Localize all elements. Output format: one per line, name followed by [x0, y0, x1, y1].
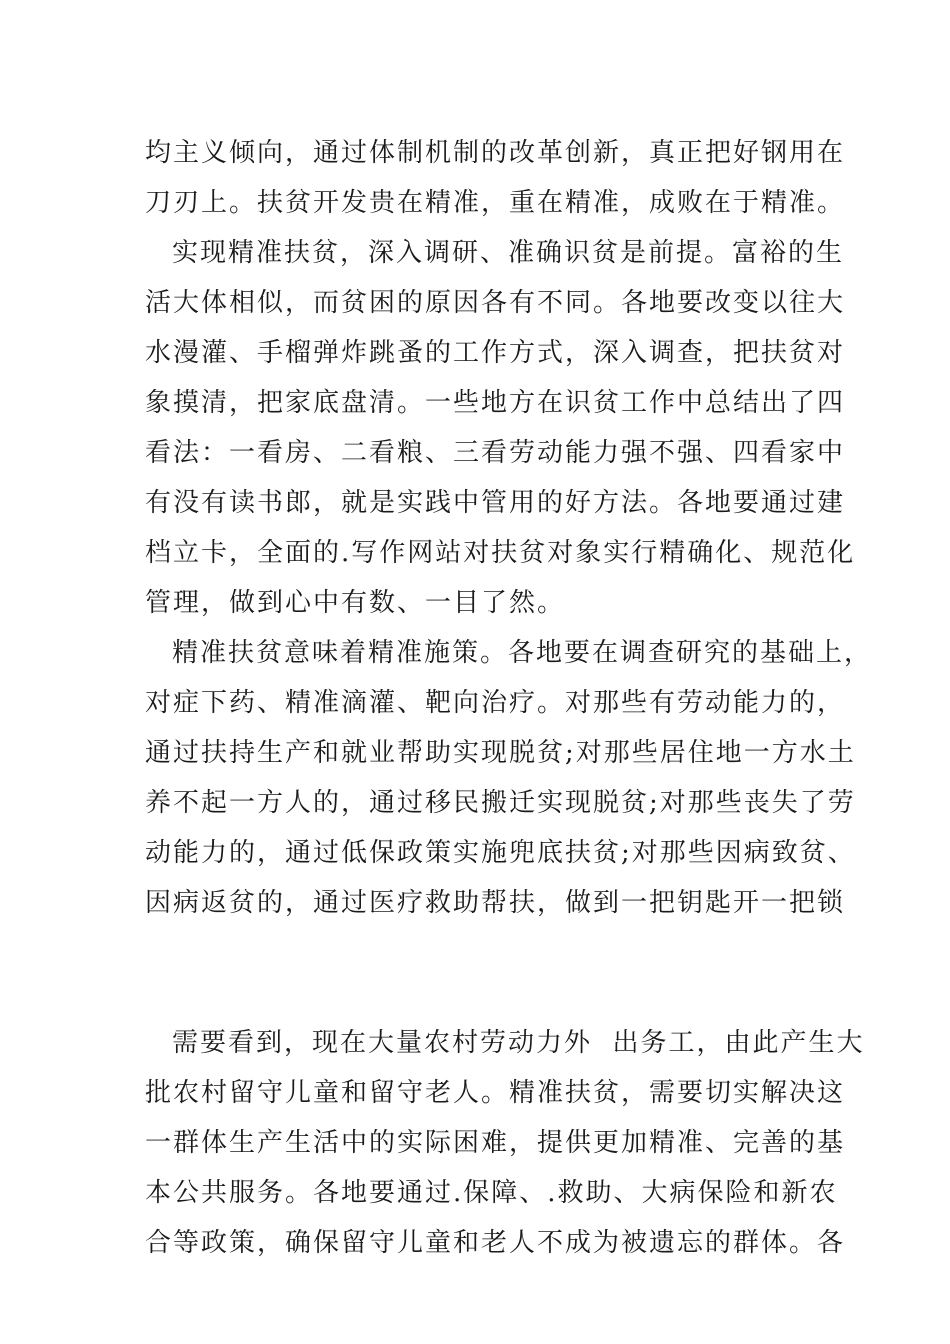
text-line: 因病返贫的，通过医疗救助帮扶，做到一把钥匙开一把锁 [145, 888, 846, 918]
text-line: 象摸清，把家底盘清。一些地方在识贫工作中总结出了四 [145, 388, 846, 418]
text-line: 管理，做到心中有数、一目了然。 [145, 588, 566, 618]
text-line: 活大体相似，而贫困的原因各有不同。各地要改变以往大 [145, 288, 846, 318]
text-line: 通过扶持生产和就业帮助实现脱贫;对那些居住地一方水土 [145, 738, 856, 768]
text-line: 看法：一看房、二看粮、三看劳动能力强不强、四看家中 [145, 438, 846, 468]
text-line: 精准扶贫意味着精准施策。各地要在调查研究的基础上， [172, 638, 873, 668]
text-line: 本公共服务。各地要通过.保障、.救助、大病保险和新农 [145, 1178, 838, 1208]
text-line: 刀刃上。扶贫开发贵在精准，重在精准，成败在于精准。 [145, 188, 846, 218]
text-line: 合等政策，确保留守儿童和老人不成为被遗忘的群体。各 [145, 1228, 846, 1258]
text-line: 需要看到，现在大量农村劳动力外 出务工，由此产生大 [172, 1028, 865, 1058]
text-line: 批农村留守儿童和留守老人。精准扶贫，需要切实解决这 [145, 1078, 846, 1108]
text-line: 档立卡，全面的.写作网站对扶贫对象实行精确化、规范化 [145, 538, 856, 568]
text-line: 养不起一方人的，通过移民搬迁实现脱贫;对那些丧失了劳 [145, 788, 856, 818]
text-line: 均主义倾向，通过体制机制的改革创新，真正把好钢用在 [145, 138, 846, 168]
text-line: 实现精准扶贫，深入调研、准确识贫是前提。富裕的生 [172, 238, 845, 268]
text-line: 一群体生产生活中的实际困难，提供更加精准、完善的基 [145, 1128, 846, 1158]
text-line: 水漫灌、手榴弹炸跳蚤的工作方式，深入调查，把扶贫对 [145, 338, 846, 368]
text-line: 动能力的，通过低保政策实施兜底扶贫;对那些因病致贫、 [145, 838, 856, 868]
text-line: 对症下药、精准滴灌、靶向治疗。对那些有劳动能力的， [145, 688, 846, 718]
text-line: 有没有读书郎，就是实践中管用的好方法。各地要通过建 [145, 488, 846, 518]
